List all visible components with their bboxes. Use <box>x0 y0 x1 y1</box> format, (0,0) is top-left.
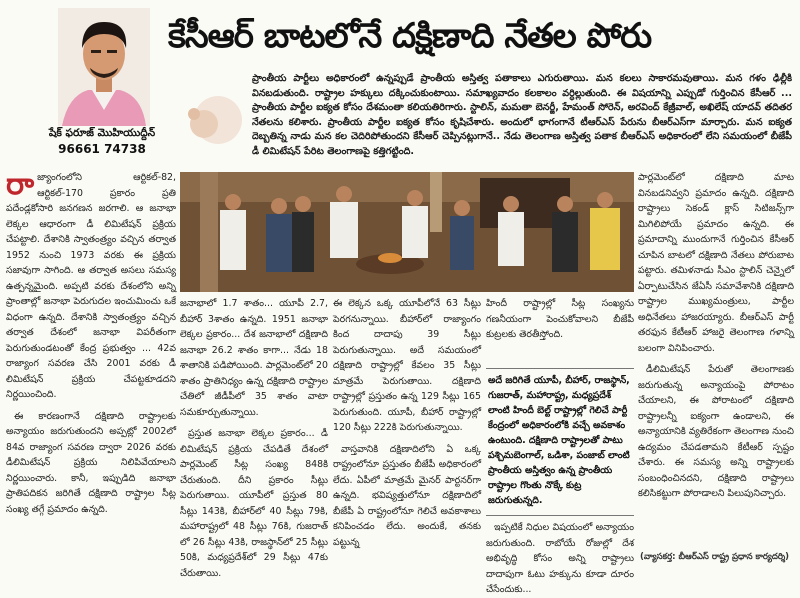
author-phone: 96661 74738 <box>58 142 146 156</box>
col3-para-2: వాస్తవానికి దక్షిణాదిలోని ఏ ఒక్క రాష్ట్రంలోనూ ప్రస్తుతం బీజేపీ అధికారంలో లేదు. ఏపీలో మాత్రమే మైనర్ పార్టనర్‌గా ఉన్నది. భవిష్యత్తులోనూ దక్షిణాదిలో బీజేపీ ఏ రాష్ట్రంలోనూ గెలిచే అవకాశాలు కనిపించడం లేదు. అందుకే, తనకు పట్టున్న <box>333 443 481 548</box>
col5-para-1: పార్లమెంట్‌లో దక్షిణాది మాట వినబడనివ్వని ప్రమాదం ఉన్నది. దక్షిణాది రాష్ట్రాలు సెకండ్ క్లాస్ సిటిజన్స్‌గా మిగిలిపోయే ప్రమాదం ఉన్నది. ఈ ప్రమాదాన్ని ముందుగానే గుర్తించిన కేసీఆర్ చూపిన బాటలో దక్షిణాది నేతలు పోరుబాట పట్టారు. తమిళనాడు సీఎం స్టాలిన్ చెన్నైలో ఏర్పాటుచేసిన జేఏసీ సమావేశానికి దక్షిణాది రాష్ట్రాల ముఖ్యమంత్రులు, పార్టీల అధినేతలు హాజరయ్యారు. బీఆర్ఎస్ పార్టీ తరఫున కేటీఆర్ హాజరై తెలంగాణ గళాన్ని బలంగా వినిపించారు. <box>638 172 794 354</box>
col1-para-1-text: జ్యాంగంలోని ఆర్టికల్-82, ఆర్టికల్-170 ప్రకారం ప్రతి పదేండ్లకోసారి జనగణన జరగాలి. ఆ జనాభా లెక్కల ఆధారంగా డీ లిమిటేషన్ ప్రక్రియ చేపట్టాలి. దేశానికి స్వాతంత్ర్యం వచ్చిన తర్వాత 1952 నుంచి 1973 వరకు ఈ ప్రక్రియ సజావుగా సాగింది. ఆ తర్వాత అసలు సమస్య ఉత్పన్నమైంది. అప్పటి వరకు దేశంలోని అన్ని ప్రాంతాల్లో జనాభా పెరుగుదల ఇంచుమించు ఒకే విధంగా ఉన్నది. దేశానికి స్వాతంత్ర్యం వచ్చిన తర్వాత దేశంలో జనాభా విపరీతంగా పెరుగుతుండటంతో కేంద్ర ప్రభుత్వం ... 42వ రాజ్యాంగ సవరణ చేసి 2001 వరకు డీ లిమిటేషన్ ప్రక్రియ చేపట్టకూడదని నిర్ణయించింది. <box>6 172 176 400</box>
col1-para-1 <box>6 167 176 403</box>
author-credit: (వ్యాసకర్త: బీఆర్ఎస్ రాష్ట్ర ప్రధాన కార్యదర్శి) <box>640 552 790 562</box>
author-photo <box>58 8 150 126</box>
col2-para-2: ప్రస్తుత జనాభా లెక్కల ప్రకారం... డీ లిమిటేషన్ ప్రక్రియ చేపడితే దేశంలో పార్లమెంట్ సీట్ల సంఖ్య 848కి చేరుతుంది. దీని ప్రకారం సీట్లు పెరుగుతాయి. యూపీలో ప్రస్తుత 80 సీట్లు 143కి, బీహార్‌లో 40 సీట్లు 79కి, మహారాష్ట్రలో 48 సీట్లు 76కి, గుజరాత్ లో 26 సీట్లు 43కి, రాజస్థాన్‌లో 25 సీట్లు 50కి, మధ్యప్రదేశ్‌లో 29 సీట్లు 47కు చేరుతాయి. <box>180 428 328 579</box>
col1-para-2: ఈ కారణంగానే దక్షిణాది రాష్ట్రాలకు అన్యాయం జరుగుతుందని అప్పట్లో 2002లో 84వ రాజ్యాంగ సవరణ ద్వారా 2026 వరకు డీలిమిటేషన్ ప్రక్రియ నిలిపివేయాలని నిర్ణయించారు. కానీ, ఇప్పుడిది జనాభా ప్రాతిపదికన జరిగితే దక్షిణాది రాష్ట్రాల సీట్ల సంఖ్య తగ్గే ప్రమాదం ఉన్నది. <box>6 410 176 515</box>
article-column-2 <box>180 296 328 579</box>
col4-para-2: ఇప్పటికే నిధుల విషయంలో అన్యాయం జరుగుతుంది. రాబోయే రోజుల్లో దేశ అభివృద్ధి కోసం అన్ని రాష్ట్రాలు దాదాపుగా ఓటు హక్కును కూడా దూరం చేసేందుకు... <box>486 522 634 595</box>
article-column-5 <box>638 170 794 560</box>
col4-para-1: హిందీ రాష్ట్రాల్లో సీట్ల సంఖ్యను గణనీయంగా పెంచుకోవాలని బీజేపీ కుట్రలకు తెరతీస్తోంది. <box>486 298 634 340</box>
article-column-4 <box>486 296 634 364</box>
headline: కేసీఆర్ బాటలోనే దక్షిణాది నేతల పోరు <box>168 16 652 56</box>
pull-quote <box>486 368 634 516</box>
intro-paragraph <box>252 72 792 159</box>
intro-text: ప్రాంతీయ పార్టీలు అధికారంలో ఉన్నప్పుడే ప్రాంతీయ అస్తిత్వ పతాకాలు ఎగురుతాయి. మన కలలు సాకారమవుతాయి. మన గళం ఢిల్లీకి వినబడుతుంది. రాష్ట్రాల హక్కులు దక్కించుకుంటాయి. సమాఖ్యవాదం కలకాలం వర్ధిల్లుతుంది. ఈ విషయాన్ని ఎప్పుడో గుర్తించిన కేసీఆర్ ... ప్రాంతీయ పార్టీల ఐక్యత కోసం దేశమంతా కలియతిరిగారు. స్టాలిన్, మమతా బెనర్జీ, హేమంత్ సోరెన్, అరవింద్ కేజ్రీవాల్, అఖిలేష్ యాదవ్ తదితర నేతలను కలిశారు. ప్రాంతీయ పార్టీల ఐక్యత కోసం కృషిచేశారు. అందులో భాగంగానే టీఆర్ఎస్ పేరును బీఆర్ఎస్‌గా మార్చారు. మన ఐక్యత దెబ్బతిన్న నాడు మన కల చెదిరిపోతుందని కేసీఆర్ చెప్పినట్లుగానే.. నేడు తెలంగాణ అస్తిత్వ పతాక బీఆర్ఎస్ అధికారంలో లేని సమయంలో బీజేపీ డీ లిమిటేషన్ పేరిట తెలంగాణపై కత్తిగట్టింది. <box>252 73 792 157</box>
article-column-4-continued <box>486 520 634 595</box>
decorative-graphic <box>178 90 248 150</box>
meeting-photo <box>180 172 634 292</box>
col2-para-1: జనాభాలో 1.7 శాతం... యూపీ 2.7, బీహార్ 3శాతం ఉన్నది. 1951 జనాభా లెక్కల ప్రకారం... దేశ జనాభాలో దక్షిణాది జనాభా 26.2 శాతం కాగా... నేడు 18 శాతానికి పడిపోయింది. పార్లమెంట్‌లో 20 శాతం ప్రాతినిధ్యం ఉన్న దక్షిణాది రాష్ట్రాల చేతిలో జీడీపీలో 35 శాతం వాటా సమకూర్చుతున్నాయి. <box>180 298 328 418</box>
pull-quote-text: అదే జరిగితే యూపీ, బీహార్, రాజస్థాన్, గుజరాత్, మహారాష్ట్ర, మధ్యప్రదేశ్ లాంటి హిందీ బెల్ట్ రాష్ట్రాల్లో గెలిచే పార్టీ కేంద్రంలో అధికారంలోకి వచ్చే అవకాశం ఉంటుంది. దక్షిణాది రాష్ట్రాలతో పాటు పశ్చిమబెంగాల్, ఒడిశా, పంజాబ్ లాంటి ప్రాంతీయ అస్తిత్వం ఉన్న ప్రాంతీయ రాష్ట్రాల గొంతు నొక్కే కుట్ర జరుగుతున్నది. <box>488 375 630 506</box>
col3-para-1: ఈ లెక్కన ఒక్క యూపీలోనే 63 సీట్లు పెరగనున్నాయి. బీహార్‌లో రాజ్యాంగం కింద దాదాపు 39 సీట్లు పెరుగుతున్నాయి. అదే సమయంలో దక్షిణాది రాష్ట్రాల్లో కేవలం 35 సీట్లు మాత్రమే పెరుగుతాయి. దక్షిణాది రాష్ట్రాల్లో ప్రస్తుతం ఉన్న 129 సీట్లు 165 పెరుగుతుంది. యూపీ, బీహార్ రాష్ట్రాల్లో 120 సీట్లు 222కి పెరుగుతున్నాయి. <box>333 298 481 433</box>
drop-cap: రా <box>6 167 35 202</box>
article-column-1 <box>6 167 176 565</box>
author-name: షేక్ ఫరూజ్ మొహియుద్దీన్ <box>48 127 156 139</box>
article-column-3 <box>333 296 481 566</box>
col5-para-2: డీలిమిటేషన్ పేరుతో తెలంగాణకు జరుగుతున్న అన్యాయంపై పోరాటం చేయాలని, ఈ పోరాటంలో దక్షిణాది రాష్ట్రాలన్నీ ఐక్యంగా ఉండాలని, ఈ అన్యాయానికి వ్యతిరేకంగా తెలంగాణ నుంచి ఉద్యమం చేపడతామని కేటీఆర్ స్పష్టం చేశారు. ఈ సమస్య అన్ని రాష్ట్రాలకు సంబంధించినదని, దక్షిణాది రాష్ట్రాలు కలిసికట్టుగా పోరాడాలని పిలుపునిచ్చారు. <box>638 364 794 499</box>
